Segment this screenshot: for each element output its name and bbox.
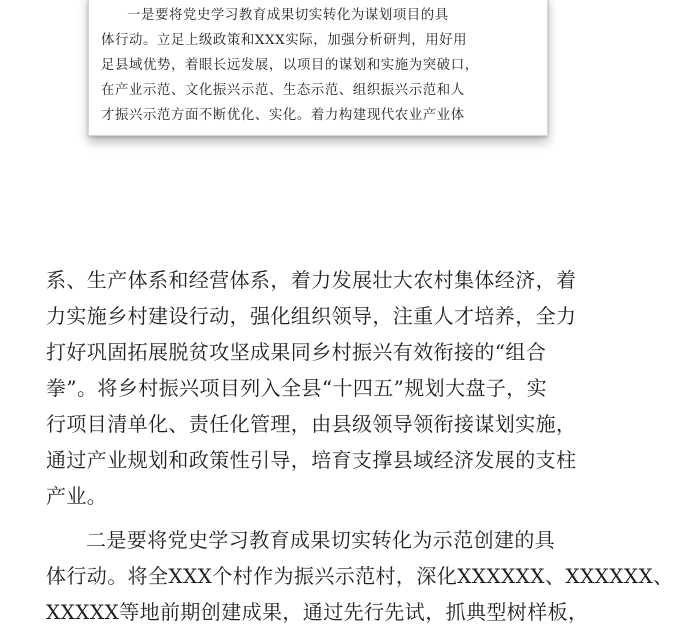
paragraph-line: 行项目清单化、责任化管理，由县级领导领衔接谋划实施， <box>46 412 577 436</box>
excerpt-line: 才振兴示范方面不断优化、实化。着力构建现代农业产业体 <box>101 108 465 123</box>
excerpt-line: 体行动。立足上级政策和XXX实际，加强分析研判，用好用 <box>101 33 468 48</box>
paragraph-line: 体行动。将全XXX个村作为振兴示范村，深化XXXXXX、XXXXXX、 <box>46 564 674 588</box>
excerpt-line: 足县域优势，着眼长远发展，以项目的谋划和实施为突破口， <box>101 58 479 73</box>
paragraph-line: 产业。 <box>46 484 108 508</box>
quoted-document-excerpt <box>88 0 548 136</box>
body-paragraphs <box>46 262 674 630</box>
paragraph-line: XXXXX等地前期创建成果，通过先行先试，抓典型树样板， <box>46 600 589 624</box>
paragraph-line: 拳”。将乡村振兴项目列入全县“十四五”规划大盘子，实 <box>46 376 548 400</box>
paragraph-line: 力实施乡村建设行动，强化组织领导，注重人才培养，全力 <box>46 304 577 328</box>
paragraph-line: 系、生产体系和经营体系，着力发展壮大农村集体经济，着 <box>46 268 577 292</box>
paragraph-line: 通过产业规划和政策性引导，培育支撑县域经济发展的支柱 <box>46 448 577 472</box>
excerpt-line: 在产业示范、文化振兴示范、生态示范、组织振兴示范和人 <box>101 83 465 98</box>
paragraph-line: 打好巩固拓展脱贫攻坚成果同乡村振兴有效衔接的“组合 <box>46 340 547 364</box>
paragraph-line: 二是要将党史学习教育成果切实转化为示范创建的具 <box>86 528 556 552</box>
excerpt-line: 一是要将党史学习教育成果切实转化为谋划项目的具 <box>127 8 449 23</box>
